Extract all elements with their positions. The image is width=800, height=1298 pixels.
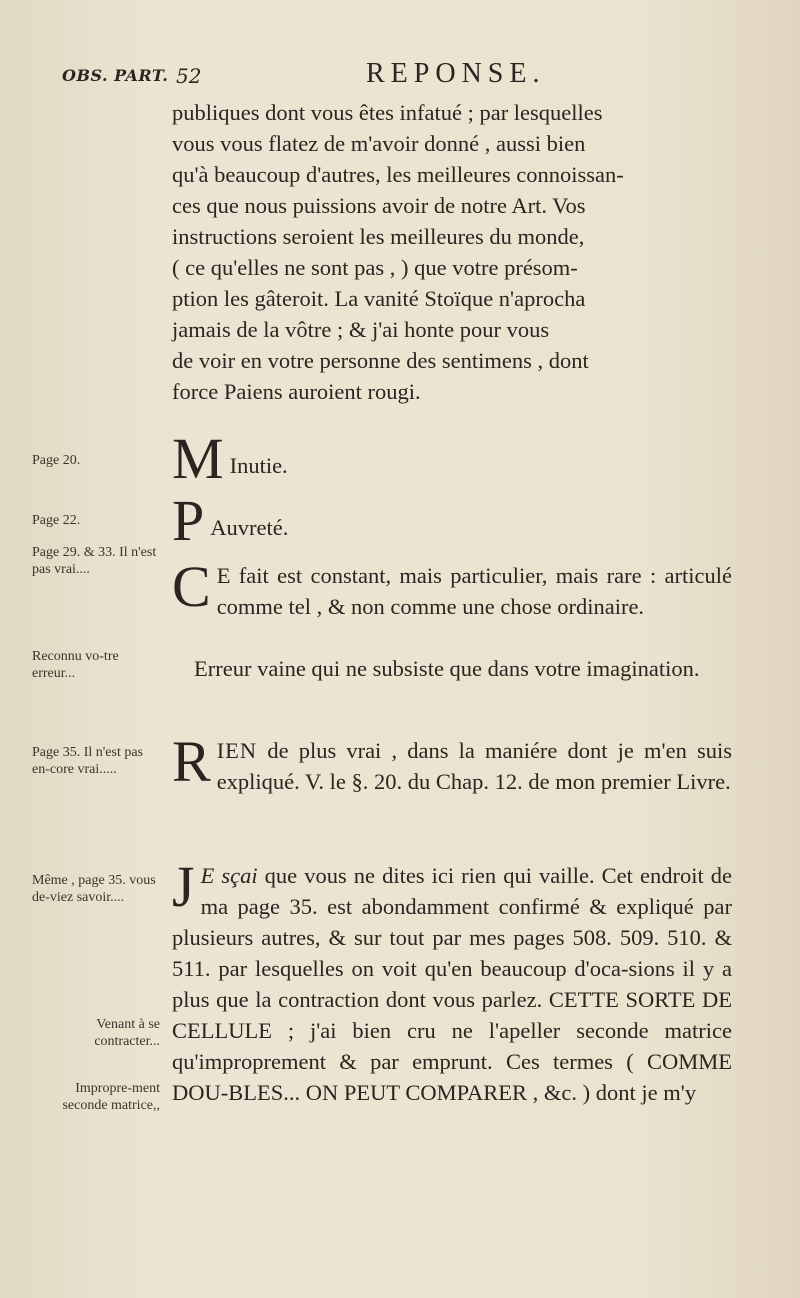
- margin-note: Impropre-ment seconde matrice,,: [62, 1081, 160, 1113]
- drop-cap: R: [172, 729, 211, 794]
- entry-text: de plus vrai , dans la maniére dont je m'en suis expliqué. V. le §. 20. du Chap. 12. de mon premier Livre.: [216, 738, 732, 794]
- entry-text: Auvreté.: [210, 515, 289, 540]
- entry-ce-fait: [172, 554, 732, 622]
- opening-line: instructions seroient les meilleures du monde,: [172, 224, 585, 249]
- drop-cap: M: [172, 426, 224, 491]
- margin-note: Page 35. Il n'est pas en-core vrai.....: [32, 745, 144, 777]
- drop-cap: C: [172, 554, 211, 619]
- entry-text: Inutie.: [229, 453, 288, 478]
- margin-note: Venant à se contracter...: [94, 1017, 160, 1049]
- opening-paragraph: [172, 97, 732, 407]
- margin-note: Page 22.: [32, 513, 81, 528]
- entry-text: que vous ne dites ici rien qui vaille. Cet endroit de ma page 35. est abondamment confirmé & expliqué par plusieurs autres, & sur tout par mes pages 508. 509. 510. & 511. par lesquelles on voit qu'en beaucoup d'oca-sions il y a plus que la contraction dont vous parlez. CETTE SORTE DE CELLULE ; j'ai bien cru ne l'apeller seconde matrice qu'improprement & par emprunt. Ces termes ( COMME DOU-BLES... ON PEUT COMPARER , &c. ) dont je m'y: [172, 863, 732, 1105]
- entry-text: E fait est constant, mais particulier, mais rare : articulé comme tel , & non comme une chose ordinaire.: [216, 563, 732, 619]
- entry-pauvrete: [172, 488, 732, 553]
- opening-line: vous vous flatez de m'avoir donné , aussi bien: [172, 131, 586, 156]
- opening-line: ption les gâteroit. La vanité Stoïque n'aprocha: [172, 286, 586, 311]
- running-header: [0, 58, 800, 98]
- lead-italic: E sçai: [200, 863, 258, 888]
- entry-minutie: [172, 426, 732, 491]
- margin-note: Même , page 35. vous de-viez savoir....: [32, 873, 156, 905]
- opening-line: qu'à beaucoup d'autres, les meilleures connoissan-: [172, 162, 624, 187]
- drop-cap: J: [172, 854, 195, 919]
- page-number: 52: [176, 64, 202, 88]
- drop-cap: P: [172, 488, 205, 553]
- entry-erreur: [172, 653, 732, 684]
- opening-line: ces que nous puissions avoir de notre Art. Vos: [172, 193, 586, 218]
- entry-rien: [172, 729, 732, 797]
- margin-note: Page 20.: [32, 453, 81, 468]
- margin-note: Reconnu vo-tre erreur...: [32, 649, 119, 681]
- opening-line: force Paiens auroient rougi.: [172, 379, 421, 404]
- entry-text: Erreur vaine qui ne subsiste que dans votre imagination.: [194, 656, 700, 681]
- opening-line: jamais de la vôtre ; & j'ai honte pour vous: [172, 317, 550, 342]
- header-part-label: OBS. PART.: [62, 66, 169, 85]
- lead-smallcaps: IEN: [216, 738, 258, 763]
- entry-je-scai: [172, 854, 732, 1108]
- margin-note: Page 29. & 33. Il n'est pas vrai....: [32, 545, 157, 577]
- opening-line: de voir en votre personne des sentimens , dont: [172, 348, 589, 373]
- opening-line: ( ce qu'elles ne sont pas , ) que votre présom-: [172, 255, 578, 280]
- opening-line: publiques dont vous êtes infatué ; par lesquelles: [172, 100, 603, 125]
- page-title: REPONSE.: [366, 58, 546, 89]
